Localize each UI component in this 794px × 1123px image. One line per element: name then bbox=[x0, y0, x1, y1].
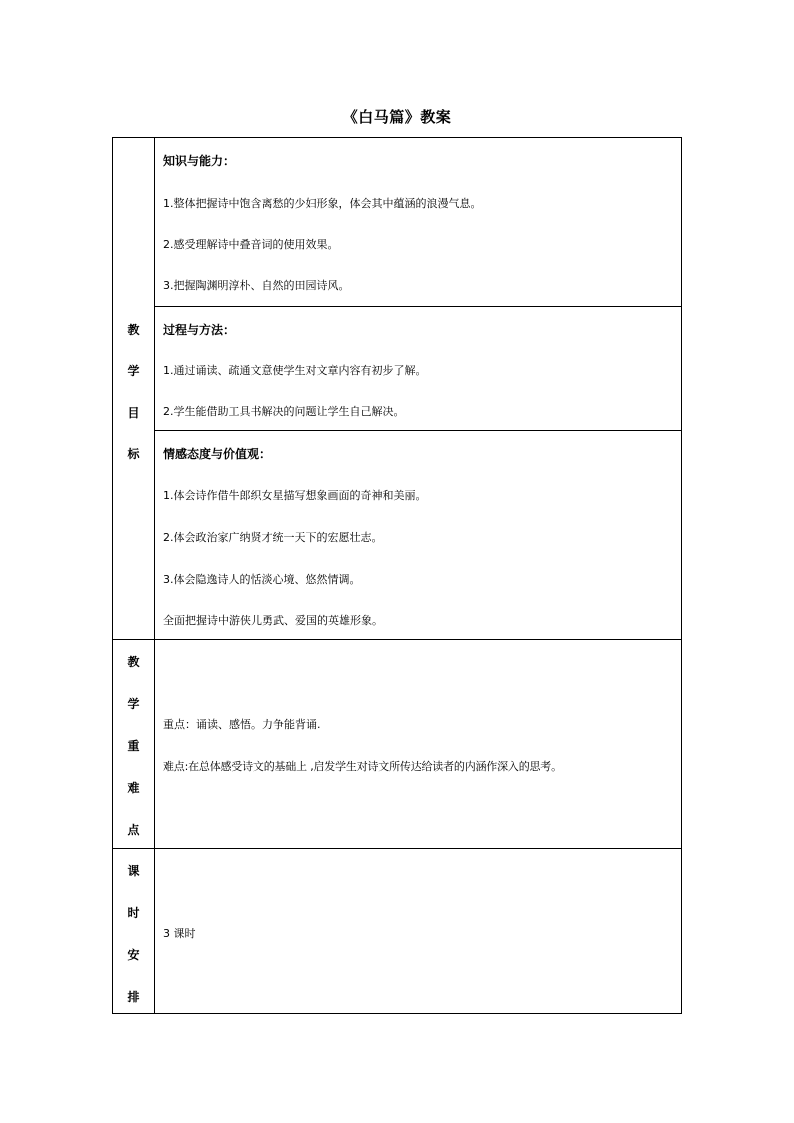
side-char: 标 bbox=[127, 447, 140, 461]
list-item: 1.整体把握诗中饱含离愁的少妇形象，体会其中蕴涵的浪漫气息。 bbox=[163, 197, 482, 210]
list-item: 重点：诵读、感悟。力争能背诵. bbox=[163, 718, 321, 731]
side-char: 重 bbox=[127, 739, 140, 753]
objectives-side-label bbox=[113, 138, 154, 639]
knowledge-section bbox=[163, 138, 677, 306]
side-char: 时 bbox=[127, 906, 140, 920]
schedule-side-label bbox=[113, 848, 154, 1015]
process-section bbox=[163, 306, 677, 430]
section-heading: 情感态度与价值观： bbox=[163, 447, 272, 461]
side-char: 学 bbox=[127, 697, 140, 711]
list-item: 1.体会诗作借牛郎织女星描写想象画面的奇神和美丽。 bbox=[163, 489, 427, 502]
side-char: 教 bbox=[127, 323, 140, 337]
list-item: 1.通过诵读、疏通文意使学生对文章内容有初步了解。 bbox=[163, 364, 427, 377]
emotion-section bbox=[163, 430, 677, 639]
side-char: 目 bbox=[127, 406, 140, 420]
side-char: 安 bbox=[127, 948, 140, 962]
list-item: 全面把握诗中游侠儿勇武、爱国的英雄形象。 bbox=[163, 614, 383, 627]
list-item: 3.体会隐逸诗人的恬淡心境、悠然情调。 bbox=[163, 573, 361, 586]
list-item: 2.学生能借助工具书解决的问题让学生自己解决。 bbox=[163, 405, 405, 418]
page-title: 《白马篇》教案 bbox=[342, 108, 452, 126]
section-heading: 知识与能力： bbox=[163, 154, 236, 168]
side-char: 学 bbox=[127, 364, 140, 378]
column-divider bbox=[154, 138, 155, 1013]
side-char: 排 bbox=[127, 990, 140, 1004]
side-char: 难 bbox=[127, 781, 140, 795]
section-heading: 过程与方法： bbox=[163, 323, 236, 337]
list-item: 难点:在总体感受诗文的基础上 ,启发学生对诗文所传达给读者的内涵作深入的思考。 bbox=[163, 760, 562, 773]
list-item: 2.感受理解诗中叠音词的使用效果。 bbox=[163, 238, 339, 251]
schedule-section bbox=[163, 848, 677, 1015]
side-char: 课 bbox=[127, 864, 140, 878]
key-points-section bbox=[163, 639, 677, 848]
schedule-text: 3 课时 bbox=[163, 927, 196, 940]
list-item: 2.体会政治家广纳贤才统一天下的宏愿壮志。 bbox=[163, 531, 383, 544]
side-char: 教 bbox=[127, 655, 140, 669]
key-points-side-label bbox=[113, 639, 154, 848]
lesson-plan-table bbox=[112, 137, 682, 1014]
list-item: 3.把握陶渊明淳朴、自然的田园诗风。 bbox=[163, 279, 350, 292]
side-char: 点 bbox=[127, 823, 140, 837]
